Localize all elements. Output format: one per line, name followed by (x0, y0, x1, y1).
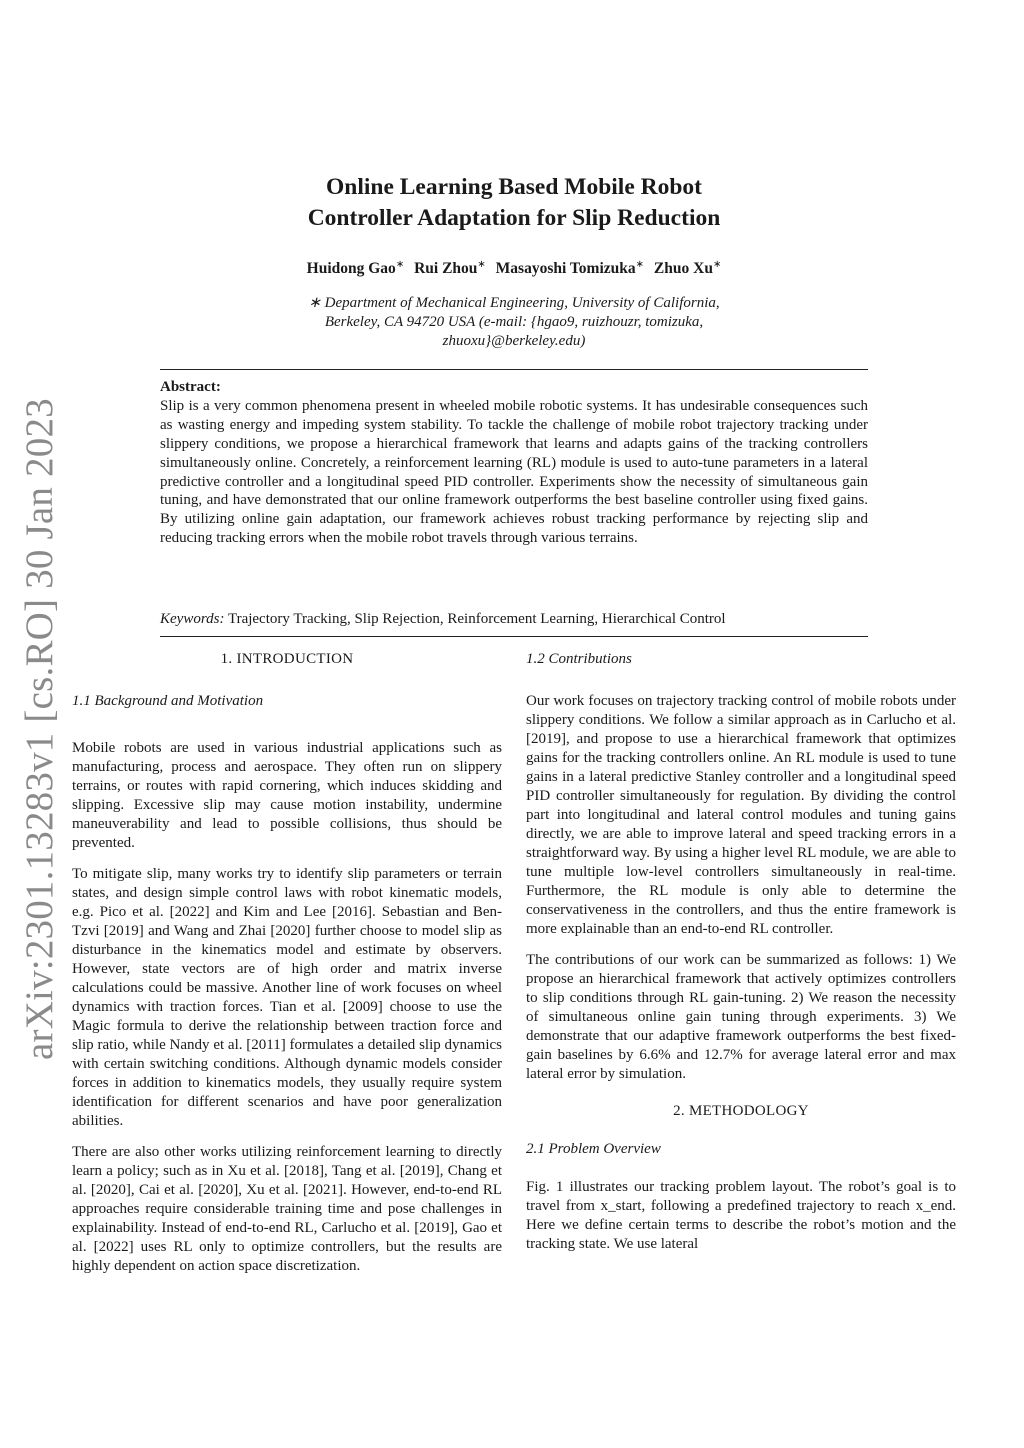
paragraph: There are also other works utilizing reinforcement learning to directly learn a policy; such as in Xu et al. [2018], Tang et al. [2019], Chang et al. [2020], Cai et al. [2020], Xu et al. [2021]. However, end-to-end RL approaches require considerable training time and pose challenges in explainability. Instead of end-to-end RL, Carlucho et al. [2019], Gao et al. [2022] uses RL only to optimize controllers, but the results are highly dependent on action space discretization. (72, 1144, 502, 1274)
abstract-top-rule (160, 369, 868, 370)
author (307, 254, 405, 280)
affiliation (160, 294, 868, 351)
title-line-1: Online Learning Based Mobile Robot (325, 174, 703, 200)
author-mark: ∗ (635, 259, 645, 270)
keywords-label: Keywords: (160, 611, 225, 627)
abstract-text: Slip is a very common phenomena present in wheeled mobile robotic systems. It has undesirable consequences such as wasting energy and impeding system stability. To tackle the challenge of mobile robot trajectory tracking under slippery conditions, we propose a hierarchical framework that learns and adapts gains of the tracking controllers simultaneously online. Concretely, a reinforcement learning (RL) module is used to auto-tune parameters in a lateral predictive controller and a longitudinal speed PID controller. Experiments show the necessity of simultaneous gain tuning, and have demonstrated that our online framework outperforms the best baseline controller using fixed gains. By utilizing online gain adaptation, our framework achieves robust tracking performance by rejecting slip and reducing tracking errors when the mobile robot travels through various terrains. (160, 397, 868, 547)
right-column (526, 650, 956, 1254)
section-heading-introduction: 1. INTRODUCTION (220, 651, 354, 667)
abstract-block (160, 378, 868, 548)
author-mark: ∗ (477, 259, 486, 270)
author-name: Masayoshi Tomizuka (495, 260, 636, 278)
abstract-bottom-rule (160, 636, 868, 637)
author (654, 254, 721, 280)
abstract-heading: Abstract: (160, 379, 221, 395)
paragraph: The contributions of our work can be summarized as follows: 1) We propose an hierarchical framework that actively optimizes controllers to slip conditions through RL gain-tuning. 2) We reason the necessity of simultaneous online gain tuning through experiments. 3) We demonstrate that our adaptive framework outperforms the best fixed-gain baselines by 6.6% and 12.7% for average lateral error and max lateral error by simulation. (526, 952, 956, 1082)
author-name: Rui Zhou (414, 260, 478, 278)
left-column (72, 650, 502, 1276)
author-list (160, 254, 868, 280)
paper-title (160, 172, 868, 234)
subsection-heading-problem-overview: 2.1 Problem Overview (526, 1141, 661, 1157)
affiliation-line-2: Berkeley, CA 94720 USA (e-mail: {hgao9, ruizhouzr, tomizuka, (324, 314, 704, 330)
affiliation-line-3: zhuoxu}@berkeley.edu) (442, 333, 586, 349)
subsection-heading-background: 1.1 Background and Motivation (72, 693, 264, 709)
title-line-2: Controller Adaptation for Slip Reduction (307, 205, 721, 231)
author (414, 254, 486, 280)
section-heading-methodology: 2. METHODOLOGY (673, 1103, 809, 1119)
keywords-text: Trajectory Tracking, Slip Rejection, Reinforcement Learning, Hierarchical Control (227, 611, 726, 627)
keywords-line (160, 610, 868, 629)
author-name: Zhuo Xu (653, 260, 713, 278)
paragraph: Our work focuses on trajectory tracking control of mobile robots under slippery conditions. We follow a similar approach as in Carlucho et al. [2019], and propose to use a hierarchical framework that optimizes gains for the tracking controllers online. An RL module is used to tune gains in a lateral predictive Stanley controller and a longitudinal speed PID controller simultaneously for regulation. By dividing the control part into longitudinal and lateral control modules and tuning gains directly, we are able to improve lateral and speed tracking errors in a straightforward way. By using a higher level RL module, we are able to tune multiple low-level controllers simultaneously in real-time. Furthermore, the RL module is only able to determine the conservativeness in the controllers, and thus the entire framework is more explainable than an end-to-end RL controller. (526, 693, 956, 937)
paragraph: To mitigate slip, many works try to identify slip parameters or terrain states, and design simple control laws with robot kinematic models, e.g. Pico et al. [2022] and Kim and Lee [2016]. Sebastian and Ben-Tzvi [2019] and Wang and Zhai [2020] further choose to model slip as disturbance in the kinematics model and estimate by observers. However, state vectors are of high order and matrix inverse calculations could be massive. Another line of work focuses on wheel dynamics with traction forces. Tian et al. [2009] choose to use the Magic formula to derive the relationship between traction force and slip ratio, while Nandy et al. [2011] formulates a detailed slip dynamics with certain switching conditions. Although dynamic models consider forces in addition to kinematics models, they usually require system identification for different scenarios and have poor generalization abilities. (72, 866, 502, 1129)
author (496, 254, 644, 280)
affiliation-line-1: ∗ Department of Mechanical Engineering, University of California, (308, 295, 720, 311)
paragraph: Fig. 1 illustrates our tracking problem layout. The robot’s goal is to travel from x_start, following a predefined trajectory to reach x_end. Here we define certain terms to describe the robot’s motion and the tracking state. We use lateral (526, 1179, 956, 1252)
arxiv-stamp: arXiv:2301.13283v1 [cs.RO] 30 Jan 2023 (18, 398, 61, 1060)
author-name: Huidong Gao (306, 260, 396, 278)
paragraph: Mobile robots are used in various industrial applications such as manufacturing, process and aerospace. They often run on slippery terrains, or routes with rapid cornering, which induces skidding and slipping. Excessive slip may cause motion instability, undermine maneuverability and lead to possible collisions, thus should be prevented. (72, 740, 502, 851)
author-mark: ∗ (712, 259, 722, 270)
subsection-heading-contributions: 1.2 Contributions (526, 651, 632, 667)
author-mark: ∗ (395, 259, 405, 270)
